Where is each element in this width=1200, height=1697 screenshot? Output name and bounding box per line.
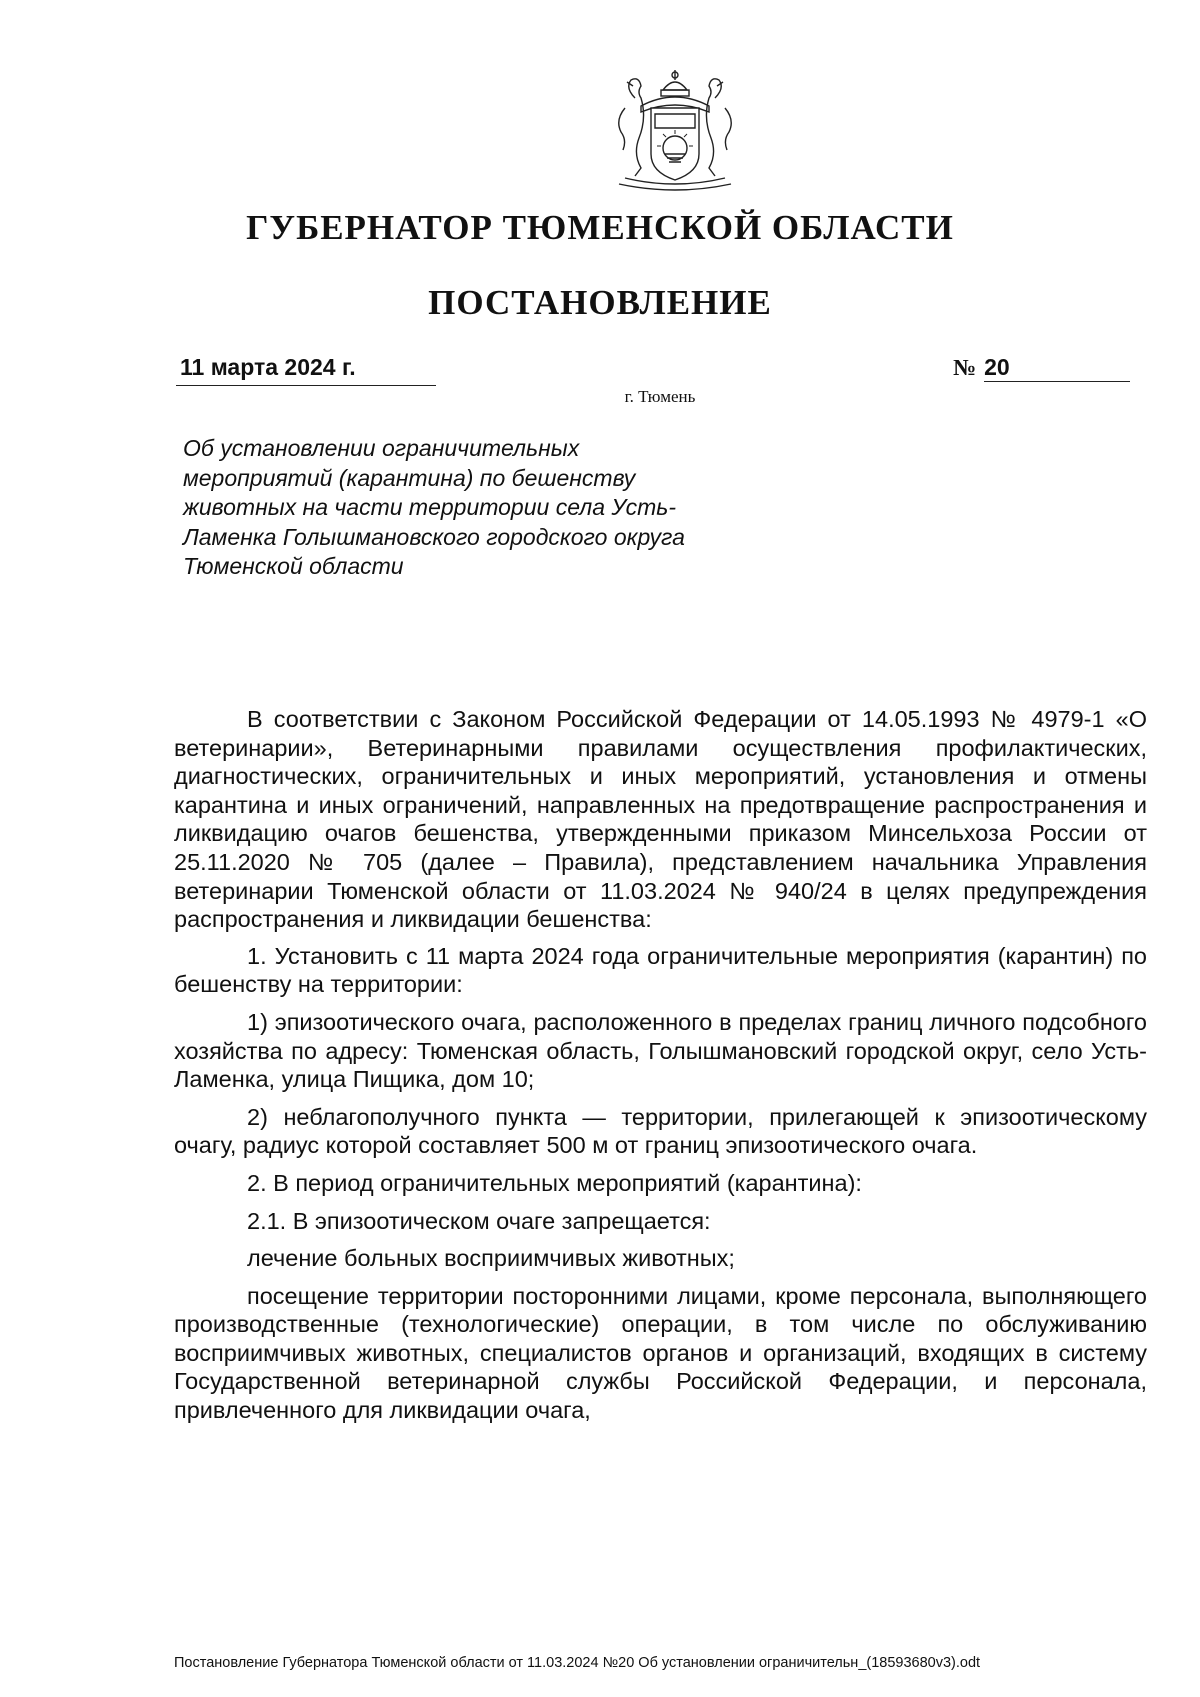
body-paragraph: В соответствии с Законом Российской Федерации от 14.05.1993 № 4979-1 «О ветеринарии», Ветеринарными правилами осуществления профилактических, диагностических, ограничительных и иных мероприятий, установления и отмены карантина и иных ограничений, направленных на предотвращение распространения и ликвидацию очагов бешенства, утвержденными приказом Минсельхоза России от 25.11.2020 № 705 (далее – Правила), представлением начальника Управления ветеринарии Тюменской области от 11.03.2024 № 940/24 в целях предупреждения распространения и ликвидации бешенства:	[174, 706, 1147, 933]
body-paragraph: 1) эпизоотического очага, расположенного в пределах границ личного подсобного хозяйства по адресу: Тюменская область, Голышмановский городской округ, село Усть-Ламенка, улица Пищика, дом 10;	[174, 1008, 1147, 1093]
issuing-authority: ГУБЕРНАТОР ТЮМЕНСКОЙ ОБЛАСТИ	[246, 208, 954, 247]
body-paragraph: лечение больных восприимчивых животных;	[247, 1245, 735, 1272]
coat-of-arms-icon	[595, 68, 755, 196]
body-paragraph: 1. Установить с 11 марта 2024 года ограничительные мероприятия (карантин) по бешенству на территории:	[174, 942, 1147, 998]
number-sign: №	[953, 355, 977, 380]
body-paragraph: 2. В период ограничительных мероприятий (карантина):	[247, 1169, 862, 1196]
document-body	[174, 705, 1147, 1434]
document-date: 11 марта 2024 г.	[176, 354, 436, 386]
document-title: Об установлении ограничительных мероприятий (карантина) по бешенству животных на части территории села Усть-Ламенка Голышмановского городского округа Тюменской области	[183, 435, 685, 579]
document-number-field	[953, 354, 1135, 385]
body-paragraph: 2) неблагополучного пункта — территории, прилегающей к эпизоотическому очагу, радиус которой составляет 500 м от границ эпизоотического очага.	[174, 1103, 1147, 1159]
body-paragraph: посещение территории посторонними лицами, кроме персонала, выполняющего производственные (технологические) операции, в том числе по обслуживанию восприимчивых животных, специалистов органов и организаций, входящих в систему Государственной ветеринарной службы Российской Федерации, и персонала, привлеченного для ликвидации очага,	[174, 1282, 1147, 1424]
document-type: ПОСТАНОВЛЕНИЕ	[428, 283, 772, 322]
issue-city: г. Тюмень	[624, 387, 696, 406]
document-footer: Постановление Губернатора Тюменской области от 11.03.2024 №20 Об установлении ограничительн_(18593680v3).odt	[174, 1655, 981, 1671]
document-number: 20	[984, 354, 1130, 382]
body-paragraph: 2.1. В эпизоотическом очаге запрещается:	[247, 1207, 711, 1234]
